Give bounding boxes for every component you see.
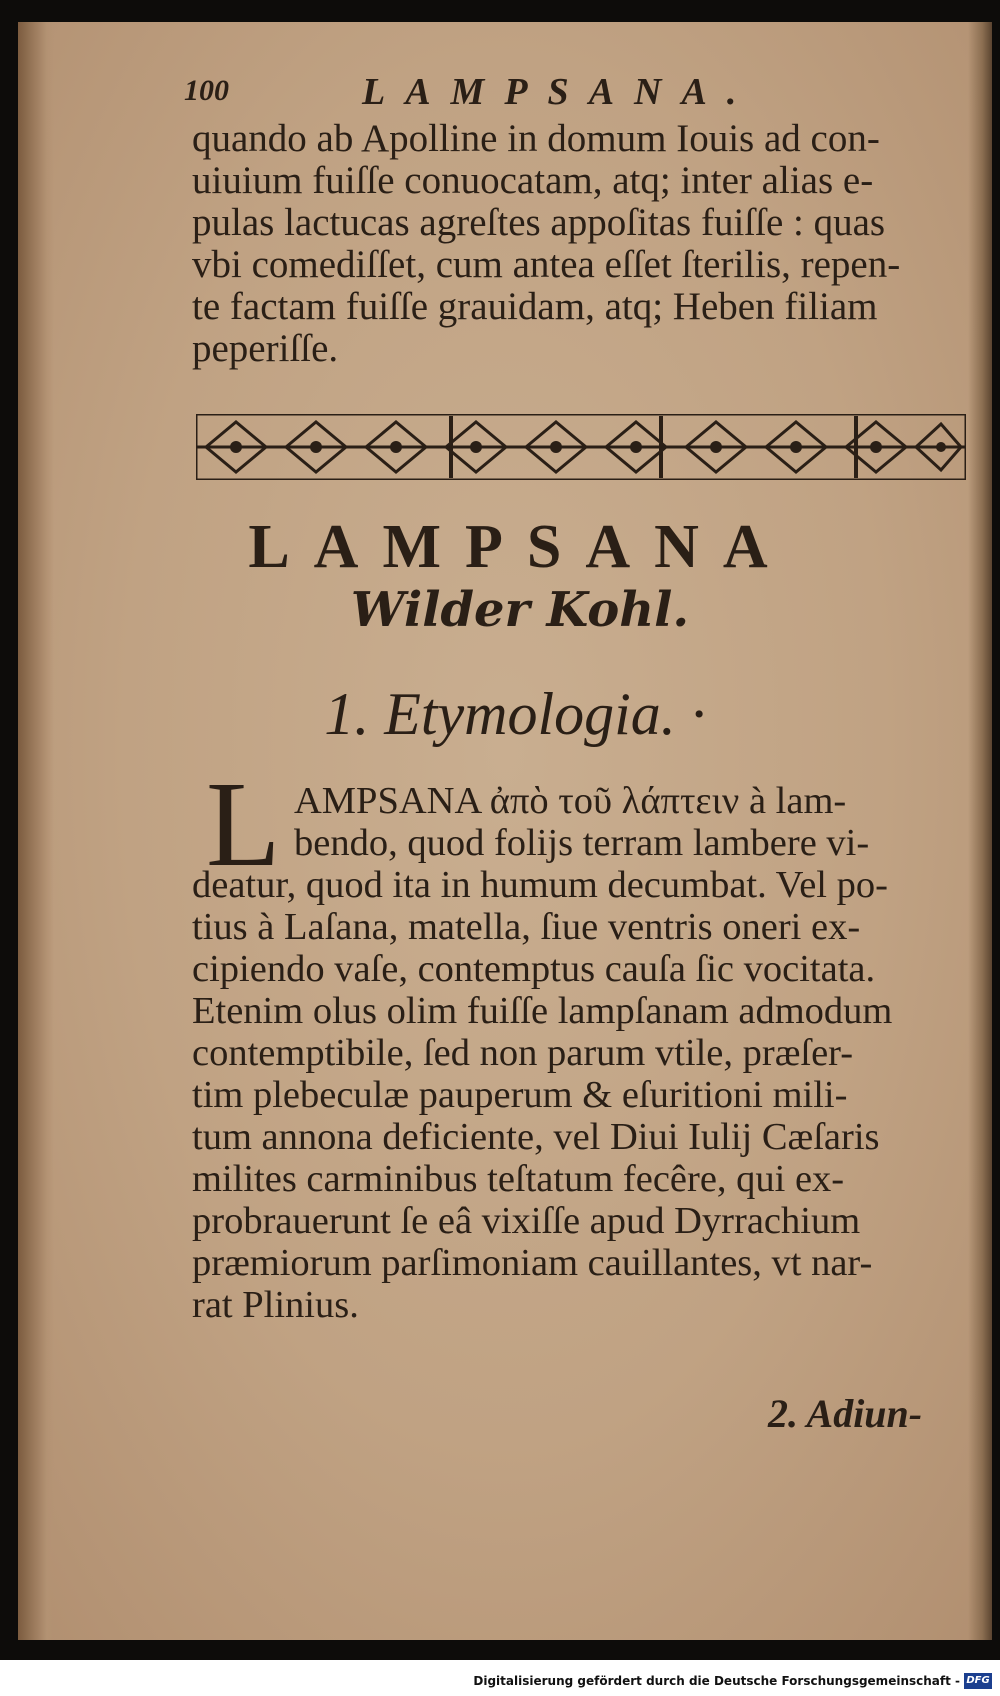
text-line: peperiſſe. — [192, 327, 339, 370]
text-line: præmiorum parſimoniam cauillantes, vt nar- — [192, 1242, 873, 1284]
text-line: tius à Laſana, matella, ſiue ventris oneri ex- — [192, 906, 861, 948]
text-line: pulas lactucas agreſtes appoſitas fuiſſe : quas — [192, 201, 886, 244]
page-number: 100 — [184, 74, 229, 107]
text-line: te factam fuiſſe grauidam, atq; Heben filiam — [192, 285, 878, 328]
chapter-heading: LAMPSANA — [248, 513, 792, 581]
text-line: uiuium fuiſſe conuocatam, atq; inter alias e- — [192, 159, 874, 202]
text-line: tum annona deficiente, vel Diui Iulij Cæſaris — [192, 1116, 880, 1158]
section-title: 1. Etymologia. · — [324, 681, 706, 747]
running-title: LAMPSANA. — [362, 71, 757, 113]
text-line: Etenim olus olim fuiſſe lampſanam admodum — [192, 990, 893, 1032]
text-line: probrauerunt ſe eâ vixiſſe apud Dyrrachium — [192, 1200, 861, 1242]
footer-bar — [0, 1670, 1000, 1696]
text-line: AMPSANA ἀπὸ τοῦ λάπτειν à lam- — [294, 780, 847, 822]
ornamental-border — [196, 414, 966, 480]
german-name: Wilder Kohl. — [350, 582, 690, 638]
running-head — [184, 70, 764, 120]
catchword: 2. Adiun- — [768, 1391, 923, 1436]
text-line: tim plebeculæ pauperum & eſuritioni mili- — [192, 1074, 848, 1116]
text-line: vbi comediſſet, cum antea eſſet ſterilis, repen- — [192, 243, 901, 286]
dfg-logo: DFG — [964, 1673, 992, 1689]
page-gutter-shadow — [18, 22, 54, 1640]
text-line: bendo, quod folijs terram lambere vi- — [294, 822, 870, 864]
text-line: milites carminibus teſtatum fecêre, qui ex- — [192, 1158, 845, 1200]
funding-credit: Digitalisierung gefördert durch die Deutsche Forschungsgemeinschaft - — [473, 1674, 960, 1688]
text-line: deatur, quod ita in humum decumbat. Vel po- — [192, 864, 888, 906]
text-line: quando ab Apolline in domum Iouis ad con- — [192, 117, 880, 160]
text-line: contemptibile, ſed non parum vtile, præſer- — [192, 1032, 854, 1074]
body-paragraph — [192, 780, 972, 1326]
drop-cap: L — [206, 757, 281, 892]
text-line: cipiendo vaſe, contemptus cauſa ſic vocitata. — [192, 948, 876, 990]
text-line: rat Plinius. — [192, 1284, 359, 1326]
continued-text — [192, 118, 972, 370]
